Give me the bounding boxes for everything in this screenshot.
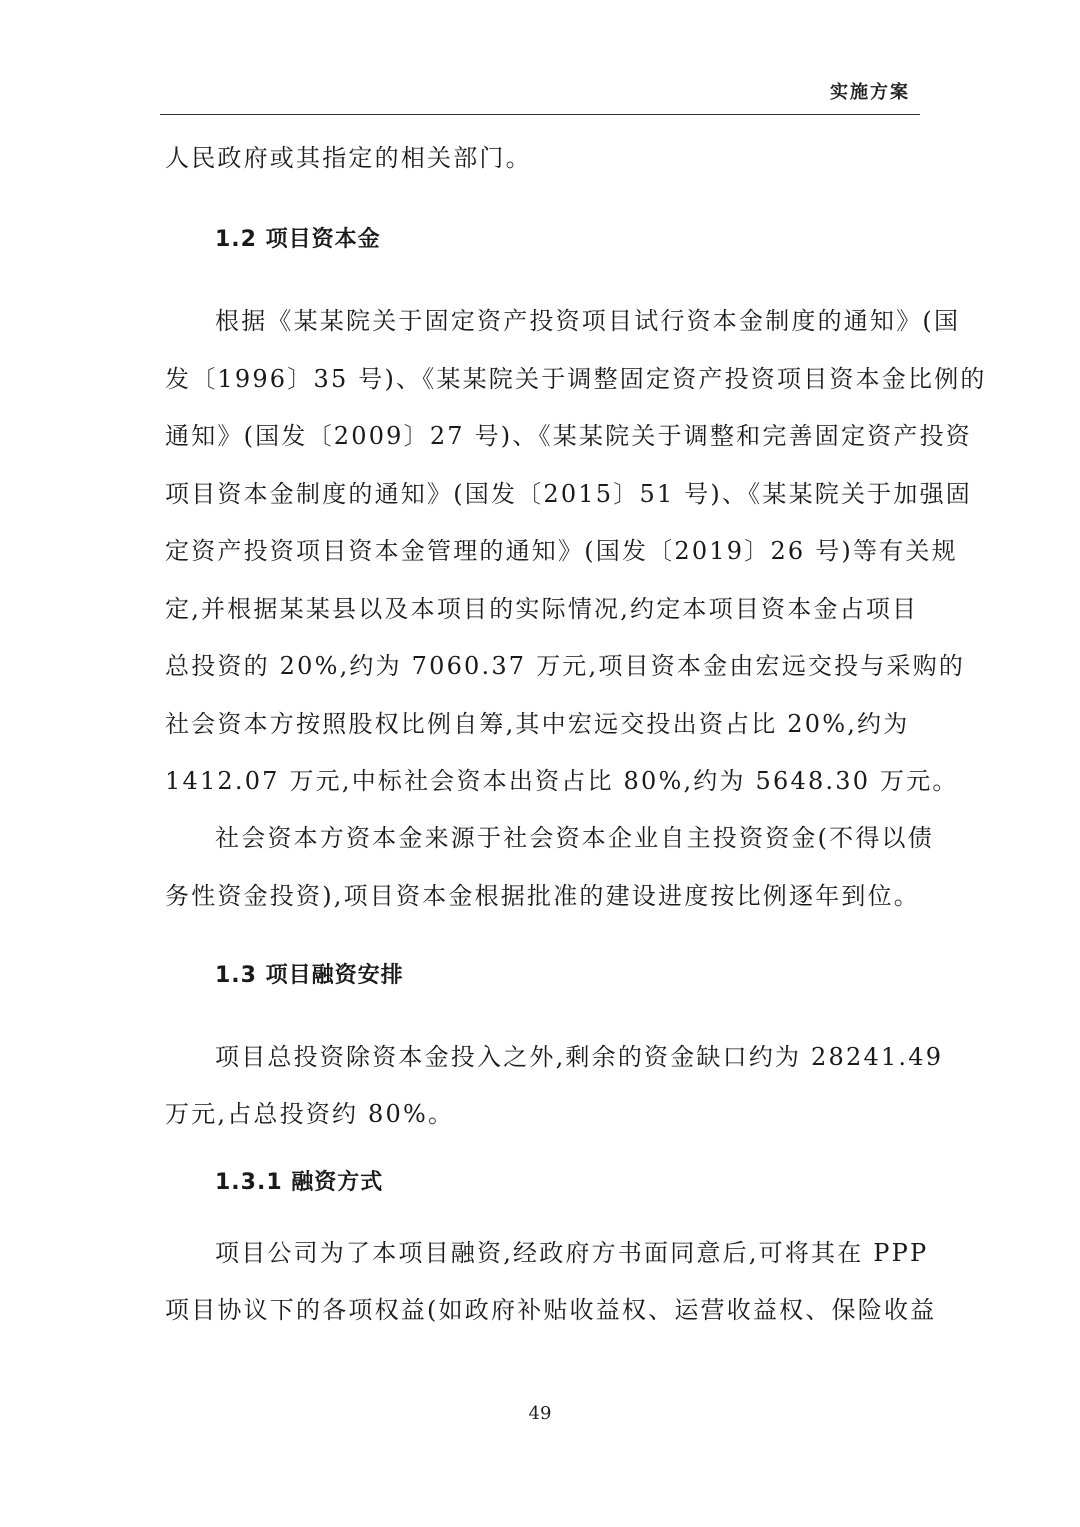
paragraph-line: 社会资本方资本金来源于社会资本企业自主投资资金(不得以债: [215, 824, 934, 852]
section-heading-1-2: 1.2 项目资本金: [215, 227, 381, 252]
paragraph-line: 项目公司为了本项目融资,经政府方书面同意后,可将其在 PPP: [215, 1239, 929, 1267]
section-heading-1-3-1: 1.3.1 融资方式: [215, 1170, 384, 1195]
paragraph-line: 发〔1996〕35 号)、《某某院关于调整固定资产投资项目资本金比例的: [165, 365, 987, 393]
paragraph-line: 务性资金投资),项目资本金根据批准的建设进度按比例逐年到位。: [165, 882, 920, 910]
paragraph-line: 通知》(国发〔2009〕27 号)、《某某院关于调整和完善固定资产投资: [165, 422, 972, 450]
paragraph-line: 定资产投资项目资本金管理的通知》(国发〔2019〕26 号)等有关规: [165, 537, 958, 565]
running-header-title: 实施方案: [830, 82, 910, 103]
header-divider: [160, 114, 920, 115]
paragraph-line: 总投资的 20%,约为 7060.37 万元,项目资本金由宏远交投与采购的: [165, 652, 966, 680]
paragraph-line: 项目总投资除资本金投入之外,剩余的资金缺口约为 28241.49: [215, 1043, 944, 1071]
paragraph-line: 根据《某某院关于固定资产投资项目试行资本金制度的通知》(国: [215, 307, 961, 335]
paragraph-line: 项目资本金制度的通知》(国发〔2015〕51 号)、《某某院关于加强固: [165, 480, 972, 508]
paragraph-line: 社会资本方按照股权比例自筹,其中宏远交投出资占比 20%,约为: [165, 710, 910, 738]
paragraph-line: 定,并根据某某县以及本项目的实际情况,约定本项目资本金占项目: [165, 595, 919, 623]
paragraph-line: 1412.07 万元,中标社会资本出资占比 80%,约为 5648.30 万元。: [165, 767, 959, 795]
paragraph-line: 项目协议下的各项权益(如政府补贴收益权、运营收益权、保险收益: [165, 1296, 937, 1324]
paragraph-line: 万元,占总投资约 80%。: [165, 1100, 455, 1128]
section-heading-1-3: 1.3 项目融资安排: [215, 963, 404, 988]
page-number: 49: [528, 1403, 552, 1424]
paragraph-line: 人民政府或其指定的相关部门。: [165, 144, 532, 172]
